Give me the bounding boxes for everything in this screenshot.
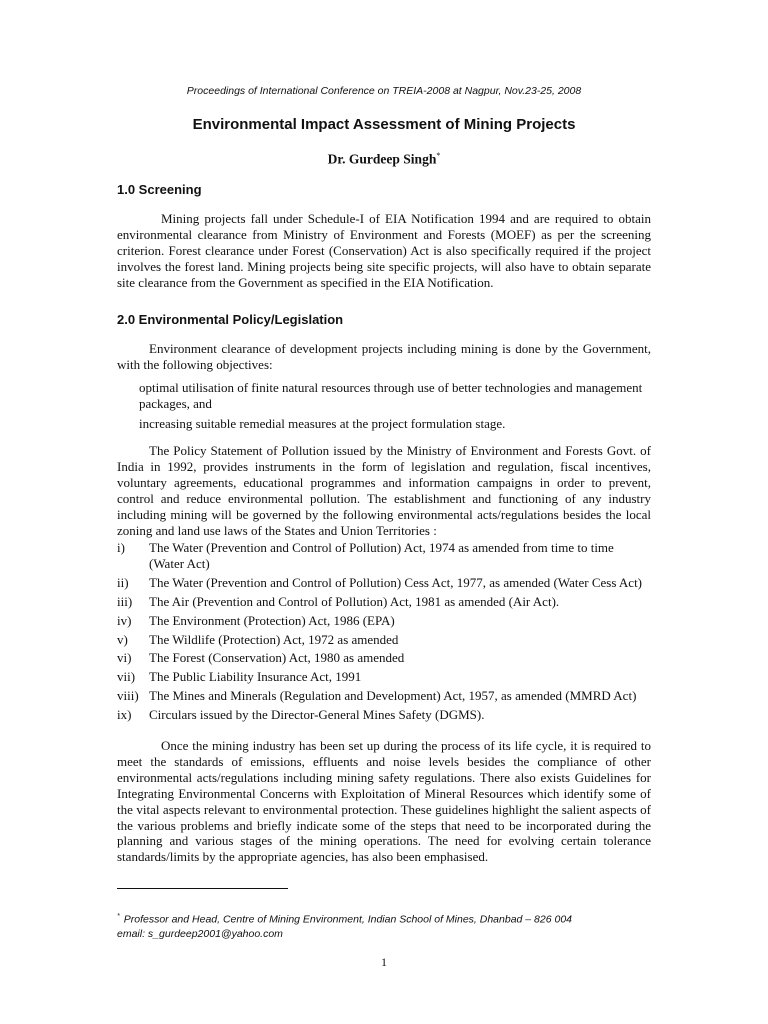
act-number: ix) bbox=[117, 707, 132, 723]
act-item bbox=[117, 669, 651, 685]
act-number: vi) bbox=[117, 650, 132, 666]
closing-paragraph: Once the mining industry has been set up during the process of its life cycle, it is required to meet the standards of emissions, effluents and noise levels besides the compliance of other environmental acts/regulations including mining safety regulations. There also exists Guidelines for Integrating Environmental Concerns with Exploitation of Mineral Resources which identify some of the vital aspects relevant to environmental protection. These guidelines highlight the salient aspects of the various problems and briefly indicate some of the steps that need to be incorporated during the planning and various stages of the mining operations. The need for evolving certain tolerance standards/limits by the appropriate agencies, has also been emphasised. bbox=[117, 738, 651, 865]
act-text: The Public Liability Insurance Act, 1991 bbox=[149, 669, 362, 685]
footnote-divider bbox=[117, 888, 288, 889]
acts-list bbox=[117, 540, 651, 726]
act-text: The Wildlife (Protection) Act, 1972 as amended bbox=[149, 631, 399, 647]
act-number: iv) bbox=[117, 612, 132, 628]
act-number: v) bbox=[117, 631, 128, 647]
objective-item: increasing suitable remedial measures at the project formulation stage. bbox=[139, 416, 506, 431]
footnote-mark: * bbox=[117, 913, 120, 920]
section-heading-screening: 1.0 Screening bbox=[117, 182, 202, 197]
policy-intro-paragraph: Environment clearance of development projects including mining is done by the Government, with the following objectives: bbox=[117, 341, 651, 372]
act-text: The Water (Prevention and Control of Pollution) Cess Act, 1977, as amended (Water Cess Act) bbox=[149, 574, 643, 590]
author-footnote bbox=[117, 910, 677, 941]
footnote-email: email: s_gurdeep2001@yahoo.com bbox=[117, 927, 283, 940]
act-item bbox=[117, 707, 651, 723]
act-text: The Air (Prevention and Control of Pollution) Act, 1981 as amended (Air Act). bbox=[149, 593, 560, 609]
act-item bbox=[117, 613, 651, 629]
objective-item: optimal utilisation of finite natural resources through use of better technologies and management packages, and bbox=[139, 380, 643, 411]
act-number: iii) bbox=[117, 593, 133, 609]
act-text: Circulars issued by the Director-General Mines Safety (DGMS). bbox=[149, 707, 485, 723]
author-footnote-mark: * bbox=[436, 151, 441, 160]
paper-title: Environmental Impact Assessment of Mining Projects bbox=[192, 116, 576, 133]
author-name: Dr. Gurdeep Singh bbox=[327, 151, 437, 167]
act-text: The Environment (Protection) Act, 1986 (EPA) bbox=[149, 612, 395, 628]
act-item bbox=[117, 594, 651, 610]
act-item bbox=[117, 650, 651, 666]
act-item bbox=[117, 575, 651, 591]
act-text: The Water (Prevention and Control of Pollution) Act, 1974 as amended from time to time (Water Act) bbox=[149, 540, 614, 571]
author-line bbox=[0, 151, 768, 168]
act-text: The Mines and Minerals (Regulation and Development) Act, 1957, as amended (MMRD Act) bbox=[149, 688, 637, 704]
act-text: The Forest (Conservation) Act, 1980 as amended bbox=[149, 650, 405, 666]
act-item bbox=[117, 540, 651, 572]
page-number: 1 bbox=[381, 955, 387, 969]
act-item bbox=[117, 688, 651, 704]
section-heading-policy: 2.0 Environmental Policy/Legislation bbox=[117, 312, 344, 327]
conference-header: Proceedings of International Conference on TREIA-2008 at Nagpur, Nov.23-25, 2008 bbox=[186, 85, 582, 97]
act-item bbox=[117, 632, 651, 648]
footnote-affiliation-text: Professor and Head, Centre of Mining Environment, Indian School of Mines, Dhanbad – 826 004 bbox=[123, 913, 573, 926]
act-number: viii) bbox=[117, 688, 139, 704]
act-number: vii) bbox=[117, 669, 136, 685]
footnote-affiliation bbox=[117, 910, 677, 927]
policy-statement-paragraph: The Policy Statement of Pollution issued by the Ministry of Environment and Forests Govt. of India in 1992, provides instruments in the form of legislation and regulation, fiscal incentives, voluntary agreements, educational programmes and information campaigns in order to prevent, control and reduce environmental pollution. The establishment and functioning of any industry including mining will be governed by the following environmental acts/regulations besides the local zoning and land use laws of the States and Union Territories : bbox=[117, 443, 651, 538]
act-number: i) bbox=[117, 540, 125, 555]
act-number: ii) bbox=[117, 574, 129, 590]
screening-paragraph: Mining projects fall under Schedule-I of EIA Notification 1994 and are required to obtain environmental clearance from Ministry of Environment and Forests (MOEF) as per the screening criterion. Forest clearance under Forest (Conservation) Act is also specifically required if the project involves the forest land. Mining projects being site specific projects, will also have to obtain separate site clearance from the Government as specified in the EIA Notification. bbox=[117, 211, 651, 290]
